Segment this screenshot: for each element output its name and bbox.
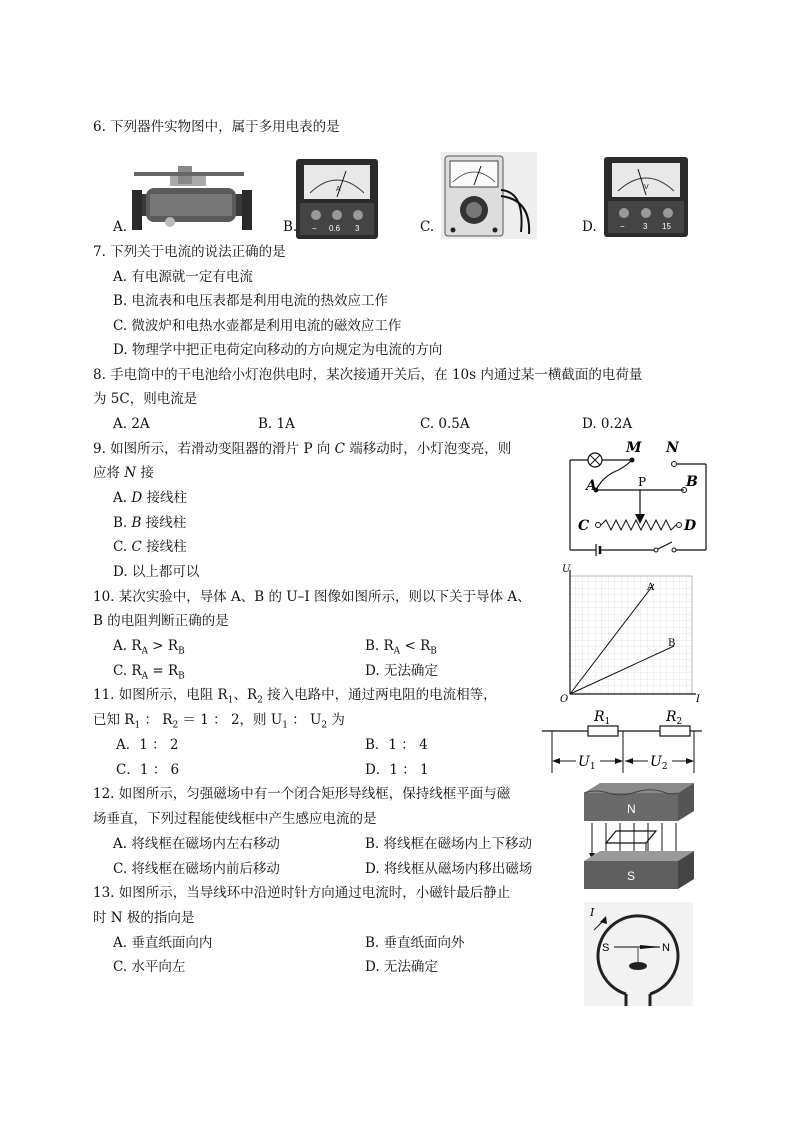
q10-stem-line2: B 的电阻判断正确的是 [93, 613, 229, 629]
q10-option-c: C. $R_A = R_B$ [113, 663, 185, 682]
q7-option-d: D. 物理学中把正电荷定向移动的方向规定为电流的方向 [113, 342, 443, 358]
needle-n-label: N [662, 942, 670, 954]
q12-option-d: D. 将线框从磁场内移出磁场 [365, 861, 533, 877]
label-m: M [626, 440, 642, 456]
label-d: D [684, 518, 697, 534]
q7-option-a: A. 有电源就一定有电流 [113, 269, 253, 285]
q13-option-a: A. 垂直纸面向内 [113, 935, 213, 951]
q11-series-circuit [538, 703, 704, 777]
q10-option-d: D. 无法确定 [365, 663, 438, 679]
q8-stem-line2: 为 5C，则电流是 [93, 391, 198, 407]
q11-option-a: A．1 ： 2 [116, 737, 179, 753]
q6-stem: 6. 下列器件实物图中，属于多用电表的是 [93, 119, 340, 135]
q7-option-b: B. 电流表和电压表都是利用电流的热效应工作 [113, 293, 389, 309]
ammeter-unit: A [336, 186, 341, 193]
q12-magnetic-field-figure [582, 781, 697, 893]
q10-ui-graph [556, 562, 704, 704]
q13-stem-line1: 13. 如图所示，当导线环中沿逆时针方向通过电流时，小磁针最后静止 [93, 885, 511, 901]
q6-option-c: C. [420, 219, 435, 235]
q10-option-b: B. $R_A < R_B$ [365, 638, 437, 657]
q9-option-b: B. B 接线柱 [113, 515, 187, 531]
q8-option-d: D. 0.2A [582, 416, 633, 432]
q12-option-a: A. 将线框在磁场内左右移动 [113, 836, 280, 852]
q8-stem-line1: 8. 手电筒中的干电池给小灯泡供电时，某次接通开关后，在 10s 内通过某一横截面的电荷量 [93, 367, 643, 383]
q9-option-d: D. 以上都可以 [113, 564, 200, 580]
q8-option-b: B. 1A [258, 416, 295, 432]
q9-stem-line1: 9. 如图所示，若滑动变阻器的滑片 P 向 C 端移动时，小灯泡变亮，则 [93, 441, 512, 457]
ammeter-neg: − [312, 224, 317, 233]
u1-label: $U_1$ [578, 754, 596, 772]
axis-i: I [696, 694, 700, 704]
q8-option-a: A. 2A [113, 416, 150, 432]
multimeter-image [441, 152, 537, 239]
label-a: A [586, 478, 597, 494]
q6-option-b: B. [283, 219, 298, 235]
q10-stem-line1: 10. 某次实验中，导体 A、B 的 U–I 图像如图所示，则以下关于导体 A、 [93, 589, 531, 605]
q12-option-c: C. 将线框在磁场内前后移动 [113, 861, 280, 877]
q13-option-b: B. 垂直纸面向外 [365, 935, 465, 951]
q11-option-d: D．1 ： 1 [365, 762, 429, 778]
r2-label: $R_2$ [666, 709, 683, 727]
q11-option-c: C．1 ： 6 [116, 762, 180, 778]
q13-option-c: C. 水平向左 [113, 959, 186, 975]
u2-label: $U_2$ [650, 754, 668, 772]
q10-option-a: A. $R_A > R_B$ [113, 638, 185, 657]
q13-option-d: D. 无法确定 [365, 959, 438, 975]
label-n: N [666, 440, 679, 456]
origin-o: O [560, 694, 569, 704]
ammeter-06: 0.6 [329, 224, 341, 233]
label-b: B [686, 474, 698, 490]
axis-u: U [562, 564, 571, 575]
needle-s-label: S [602, 942, 610, 954]
voltmeter-neg: − [620, 222, 625, 231]
rheostat-image [130, 160, 260, 235]
q13-stem-line2: 时 N 极的指向是 [93, 910, 195, 926]
line-b-label: B [668, 638, 676, 649]
q11-stem-line1: 11. 如图所示，电阻 $R_1$、$R_2$ 接入电路中，通过两电阻的电流相等， [93, 687, 497, 706]
current-label: I [590, 906, 595, 919]
north-pole-label: N [627, 802, 636, 816]
q9-option-a: A. D 接线柱 [113, 490, 187, 506]
q6-option-a: A. [113, 219, 128, 235]
voltmeter-15: 15 [662, 222, 671, 231]
q11-option-b: B．1 ： 4 [365, 737, 428, 753]
ammeter-3: 3 [355, 224, 360, 233]
voltmeter-image [604, 157, 688, 237]
q12-stem-line2: 场垂直，下列过程能使线框中产生感应电流的是 [93, 811, 377, 827]
q7-option-c: C. 微波炉和电热水壶都是利用电流的磁效应工作 [113, 318, 402, 334]
label-c: C [578, 518, 590, 534]
q9-stem-line2: 应将 N 接 [93, 465, 154, 481]
voltmeter-unit: V [644, 184, 649, 191]
q6-option-d: D. [582, 219, 597, 235]
q7-stem: 7. 下列关于电流的说法正确的是 [93, 244, 286, 260]
ammeter-image [296, 159, 378, 239]
q9-circuit-diagram [556, 438, 716, 560]
q13-current-loop-figure [584, 902, 693, 1006]
q11-stem-line2: 已知 $R_1$ ： $R_2 = 1$ ： 2，则 $U_1$ ： $U_2$ 为 [93, 712, 345, 731]
south-pole-label: S [627, 869, 636, 883]
line-a-label: A [647, 582, 655, 593]
r1-label: $R_1$ [594, 709, 611, 727]
q12-stem-line1: 12. 如图所示，匀强磁场中有一个闭合矩形导线框，保持线框平面与磁 [93, 786, 511, 802]
q8-option-c: C. 0.5A [420, 416, 470, 432]
label-p: P [638, 475, 647, 489]
voltmeter-3: 3 [643, 222, 648, 231]
q9-option-c: C. C 接线柱 [113, 539, 187, 555]
q12-option-b: B. 将线框在磁场内上下移动 [365, 836, 533, 852]
